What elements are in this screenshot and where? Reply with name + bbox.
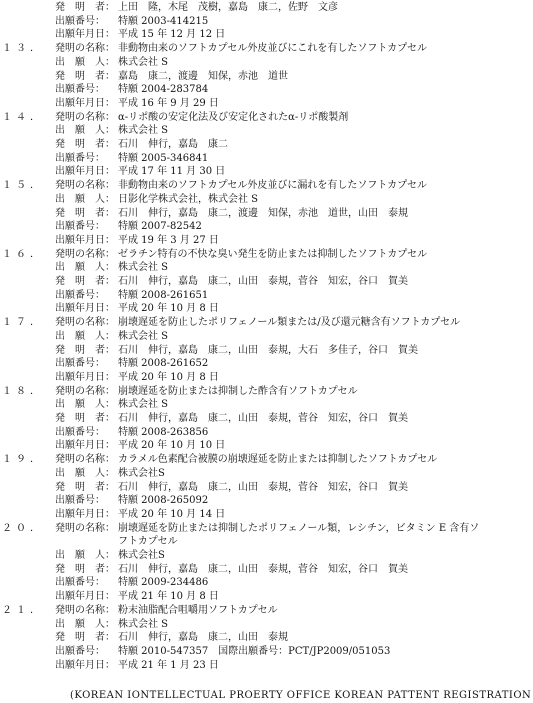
- field-label: [55, 124, 115, 138]
- field-label-text: 発 明 者: [55, 276, 105, 287]
- field-label: [55, 15, 105, 29]
- field-colon: ：: [105, 604, 115, 616]
- field-label: [55, 1, 115, 15]
- field-value: 石川 伸行，嘉島 康二，山田 泰規，菅谷 知宏，谷口 賀美: [118, 413, 408, 424]
- field-label-text: 出 願 人: [55, 193, 105, 205]
- field-colon: ：: [105, 193, 115, 205]
- field-colon: ：: [95, 152, 105, 164]
- field-colon: ：: [105, 2, 115, 13]
- field-value: 平成 15 年 12 月 12 日: [118, 29, 226, 41]
- field-label: [55, 111, 115, 125]
- field-label: [55, 42, 115, 56]
- field-value: 非動物由来のソフトカプセル外皮並びに漏れを有したソフトカプセル: [118, 180, 427, 192]
- field-label: [55, 631, 115, 645]
- field-value: フトカプセル: [118, 536, 178, 548]
- field-label: [55, 549, 115, 563]
- field-colon: ：: [105, 317, 115, 329]
- field-colon: ：: [95, 84, 105, 96]
- entry-number: １４．: [2, 111, 44, 123]
- field-label: [55, 344, 115, 358]
- field-colon: ：: [105, 262, 115, 274]
- field-colon: ：: [105, 659, 115, 671]
- field-label-text: 発明の名称: [55, 317, 105, 329]
- field-label-text: 出願年月日: [55, 166, 105, 178]
- field-value: 平成 19 年 3 月 27 日: [118, 234, 219, 246]
- field-label: [55, 385, 115, 399]
- field-label: [55, 289, 105, 303]
- field-value: 特願 2005-346841: [118, 152, 209, 164]
- field-label: [55, 481, 115, 495]
- field-label-text: 出 願 人: [55, 56, 105, 68]
- field-colon: ：: [105, 522, 115, 534]
- field-colon: ：: [95, 289, 105, 301]
- field-value: 特願 2009-234486: [118, 577, 209, 589]
- field-label-text: 発明の名称: [55, 111, 105, 123]
- field-label-text: 発明の名称: [55, 454, 105, 466]
- field-value: 石川 伸行，嘉島 康二，渡邊 知保，赤池 道世，山田 泰規: [118, 207, 408, 219]
- field-label: [55, 97, 115, 111]
- field-colon: ：: [105, 180, 115, 192]
- field-label: [55, 618, 115, 632]
- field-value: 株式会社 S: [118, 399, 169, 411]
- field-value: 特願 2008-261652: [118, 358, 209, 370]
- field-value: 株式会社 S: [118, 262, 169, 274]
- field-value: α-リポ酸の安定化法及び安定化されたα-リポ酸製剤: [118, 111, 349, 123]
- field-value: 平成 20 年 10 月 14 日: [118, 508, 226, 520]
- field-label-text: 発明の名称: [55, 248, 105, 260]
- field-colon: ：: [105, 371, 115, 383]
- field-label: [55, 193, 115, 207]
- field-label-text: 出 願 人: [55, 550, 105, 561]
- field-label: [55, 467, 115, 481]
- field-value: 特願 2004-283784: [118, 84, 209, 96]
- field-colon: ：: [95, 15, 105, 27]
- field-value: 平成 17 年 11 月 30 日: [118, 166, 226, 178]
- field-label: [55, 563, 115, 577]
- field-label-text: 発 明 者: [55, 207, 105, 219]
- field-colon: ：: [105, 207, 115, 219]
- field-label: [55, 508, 115, 522]
- field-label: [55, 70, 115, 84]
- field-value: 平成 21 年 10 月 8 日: [118, 591, 219, 603]
- field-label-text: 発 明 者: [55, 2, 105, 13]
- field-value: 特願 2003-414215: [118, 15, 209, 27]
- field-colon: ：: [105, 276, 115, 287]
- field-value: 日影化学株式会社，株式会社 S: [118, 193, 259, 205]
- field-colon: ：: [95, 577, 105, 589]
- field-label-text: 出願番号: [55, 84, 95, 96]
- field-value: カラメル色素配合被膜の崩壊遅延を防止または抑制したソフトカプセル: [118, 454, 438, 466]
- field-label-text: 出願番号: [55, 289, 95, 301]
- field-value: 石川 伸行，嘉島 康二，山田 泰規，菅谷 知宏，谷口 賀美: [118, 563, 408, 575]
- field-value: 株式会社 S: [118, 618, 169, 630]
- field-label: [55, 371, 115, 385]
- entry-number: １３．: [2, 43, 44, 55]
- entry-number: ２０．: [2, 522, 44, 534]
- field-value: 石川 伸行，嘉島 康二，山田 泰規，菅谷 知宏，谷口 賀美: [118, 481, 408, 493]
- field-label-text: 発 明 者: [55, 563, 105, 575]
- field-colon: ：: [105, 70, 115, 82]
- field-value: 粉末油脂配合咀嚼用ソフトカプセル: [118, 604, 278, 616]
- field-label-text: 出 願 人: [55, 467, 105, 479]
- field-label: [55, 83, 105, 97]
- field-label: [55, 316, 115, 330]
- field-value: 石川 伸行，嘉島 康二: [118, 139, 228, 150]
- field-colon: ：: [105, 508, 115, 520]
- field-label-text: 出 願 人: [55, 125, 105, 137]
- field-label: [55, 330, 115, 344]
- field-label-text: 出願番号: [55, 645, 95, 657]
- field-label: [55, 207, 115, 221]
- entry-number: ２１．: [2, 604, 44, 616]
- entry-number: １９．: [2, 454, 44, 466]
- field-colon: ：: [105, 385, 115, 397]
- field-value: 石川 伸行，嘉島 康二，山田 泰規，大石 多佳子，谷口 賀美: [118, 344, 418, 356]
- field-colon: ：: [105, 632, 115, 644]
- field-value: 嘉島 康二，渡邊 知保，赤池 道世: [118, 70, 288, 82]
- field-label-text: 出願年月日: [55, 234, 105, 246]
- field-colon: ：: [105, 467, 115, 479]
- field-colon: ：: [105, 234, 115, 246]
- field-colon: ：: [105, 248, 115, 260]
- field-value: 株式会社 S: [118, 125, 169, 137]
- entry-number: １７．: [2, 317, 44, 329]
- field-value: 特願 2007-82542: [118, 221, 202, 233]
- field-value: 上田 隆，木尾 茂樹，嘉島 康二，佐野 文彦: [118, 2, 338, 13]
- field-colon: ：: [95, 358, 105, 370]
- field-label: [55, 56, 115, 70]
- field-label-text: 出願年月日: [55, 371, 105, 383]
- field-colon: ：: [95, 426, 105, 438]
- field-colon: ：: [105, 166, 115, 178]
- field-label: [55, 28, 115, 42]
- field-colon: ：: [105, 413, 115, 424]
- entry-number: １５．: [2, 180, 44, 192]
- field-label-text: 出 願 人: [55, 330, 105, 342]
- field-label-text: 発 明 者: [55, 344, 105, 356]
- field-label-text: 出願番号: [55, 221, 95, 233]
- field-colon: ：: [105, 330, 115, 342]
- field-value: 株式会社 S: [118, 330, 169, 342]
- field-value: 平成 20 年 10 月 8 日: [118, 371, 219, 383]
- field-value: 平成 20 年 10 月 8 日: [118, 303, 219, 315]
- field-colon: ：: [105, 139, 115, 150]
- field-label-text: 発 明 者: [55, 139, 105, 150]
- field-label: [55, 576, 105, 590]
- field-colon: ：: [105, 303, 115, 315]
- field-label-text: 発明の名称: [55, 180, 105, 192]
- field-label-text: 発明の名称: [55, 522, 105, 534]
- field-colon: ：: [105, 563, 115, 575]
- field-value: 崩壊遅延を防止したポリフェノール類または/及び還元糖含有ソフトカプセル: [118, 317, 461, 329]
- field-label-text: 出願番号: [55, 152, 95, 164]
- field-label: [55, 604, 115, 618]
- field-label-text: 出願年月日: [55, 508, 105, 520]
- field-label-text: 出願年月日: [55, 591, 105, 603]
- entry-number: １６．: [2, 248, 44, 260]
- field-label: [55, 248, 115, 262]
- field-colon: ：: [105, 591, 115, 603]
- field-value: 平成 20 年 10 月 10 日: [118, 440, 226, 452]
- field-colon: ：: [105, 111, 115, 123]
- field-label-text: 発明の名称: [55, 604, 105, 616]
- field-value: 特願 2008-263856: [118, 426, 209, 438]
- field-value: ゼラチン特有の不快な臭い発生を防止または抑制したソフトカプセル: [118, 248, 428, 260]
- field-value: 特願 2008-261651: [118, 289, 209, 301]
- field-value: 石川 伸行，嘉島 康二，山田 泰規，菅谷 知宏，谷口 賀美: [118, 276, 408, 287]
- field-value: 特願 2008-265092: [118, 495, 209, 507]
- field-label: [55, 138, 115, 152]
- field-label-text: 出願年月日: [55, 303, 105, 315]
- field-value: 平成 21 年 1 月 23 日: [118, 659, 219, 671]
- field-label-text: 発 明 者: [55, 632, 105, 644]
- field-colon: ：: [105, 618, 115, 630]
- field-label: [55, 152, 105, 166]
- field-label-text: 出願番号: [55, 426, 95, 438]
- field-label: [55, 165, 115, 179]
- field-value: 崩壊遅延を防止または抑制した酢含有ソフトカプセル: [118, 385, 358, 397]
- field-label: [55, 645, 105, 659]
- entry-number: １８．: [2, 385, 44, 397]
- field-label-text: 出願年月日: [55, 29, 105, 41]
- field-label: [55, 412, 115, 426]
- field-colon: ：: [95, 495, 105, 507]
- field-label-text: 発 明 者: [55, 70, 105, 82]
- field-colon: ：: [105, 125, 115, 137]
- field-colon: ：: [105, 344, 115, 356]
- field-value: 株式会社S: [118, 467, 165, 479]
- field-value: 株式会社 S: [118, 56, 169, 68]
- field-label: [55, 590, 115, 604]
- field-label-text: 発明の名称: [55, 43, 105, 55]
- field-value: 崩壊遅延を防止または抑制したポリフェノール類，レシチン，ビタミン E 含有ソ: [118, 522, 480, 534]
- field-label: [55, 275, 115, 289]
- footer-text: (KOREAN IONTELLECTUAL PROERTY OFFICE KOREAN PATTENT REGISTRATION: [70, 690, 532, 701]
- field-colon: ：: [105, 29, 115, 41]
- field-label-text: 出 願 人: [55, 399, 105, 411]
- field-label-text: 出 願 人: [55, 262, 105, 274]
- field-label-text: 出願番号: [55, 358, 95, 370]
- field-value: 株式会社S: [118, 550, 165, 561]
- field-label: [55, 522, 115, 536]
- field-label: [55, 234, 115, 248]
- field-colon: ：: [105, 399, 115, 411]
- field-label: [55, 426, 105, 440]
- field-colon: ：: [105, 550, 115, 561]
- field-label: [55, 494, 105, 508]
- field-label-text: 出 願 人: [55, 618, 105, 630]
- field-value: 石川 伸行，嘉島 康二，山田 泰規: [118, 632, 288, 644]
- field-colon: ：: [105, 440, 115, 452]
- field-value: 平成 16 年 9 月 29 日: [118, 97, 219, 109]
- field-label: [55, 439, 115, 453]
- field-label-text: 出願番号: [55, 577, 95, 589]
- field-label-text: 発 明 者: [55, 481, 105, 493]
- field-label-text: 出願番号: [55, 495, 95, 507]
- field-colon: ：: [95, 645, 105, 657]
- field-label: [55, 220, 105, 234]
- field-label: [55, 302, 115, 316]
- field-colon: ：: [105, 56, 115, 68]
- field-label-text: 発明の名称: [55, 385, 105, 397]
- field-colon: ：: [105, 481, 115, 493]
- field-label-text: 出願年月日: [55, 97, 105, 109]
- field-colon: ：: [95, 221, 105, 233]
- field-label: [55, 261, 115, 275]
- field-label: [55, 659, 115, 673]
- field-label: [55, 453, 115, 467]
- field-label: [55, 398, 115, 412]
- field-label-text: 出願番号: [55, 15, 95, 27]
- field-label: [55, 179, 115, 193]
- field-colon: ：: [105, 97, 115, 109]
- field-colon: ：: [105, 454, 115, 466]
- field-value: 非動物由来のソフトカプセル外皮並びにこれを有したソフトカプセル: [118, 43, 427, 55]
- field-label-text: 発 明 者: [55, 413, 105, 424]
- field-label-text: 出願年月日: [55, 659, 105, 671]
- field-label: [55, 357, 105, 371]
- field-colon: ：: [105, 43, 115, 55]
- field-value: 特願 2010-547357 国際出願番号：PCT/JP2009/051053: [118, 645, 391, 657]
- field-label-text: 出願年月日: [55, 440, 105, 452]
